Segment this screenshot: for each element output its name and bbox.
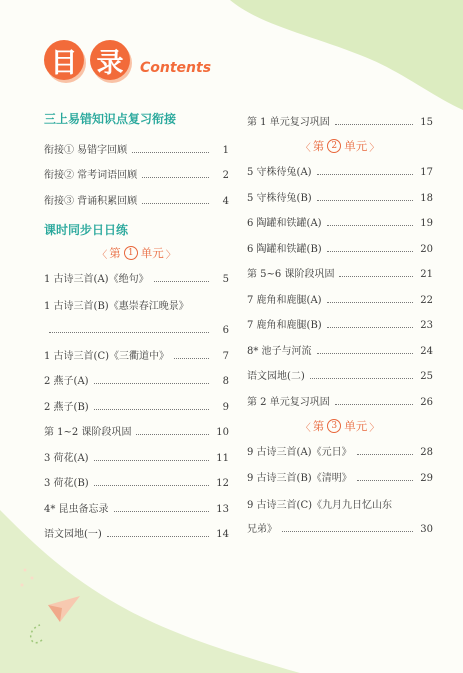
toc-entry-page: 20: [420, 243, 433, 255]
toc-entry-page: 13: [216, 503, 229, 515]
toc-entry[interactable]: [247, 286, 433, 312]
toc-entry-page: 19: [420, 218, 433, 229]
toc-entry[interactable]: [44, 444, 229, 470]
dot-leader: [142, 203, 209, 204]
toc-entry[interactable]: [44, 419, 229, 445]
dot-leader: [107, 536, 209, 537]
section-title-review: 三上易错知识点复习衔接: [44, 112, 177, 126]
toc-entry-page: 21: [420, 269, 433, 280]
dot-leader: [94, 460, 209, 461]
dot-leader: [335, 404, 413, 405]
toc-entry[interactable]: [44, 470, 229, 496]
dot-leader: [136, 434, 209, 435]
dot-leader: [132, 152, 209, 153]
toc-entry-page: 5: [222, 274, 229, 285]
toc-entry[interactable]: [247, 261, 433, 287]
toc-entry[interactable]: [247, 363, 433, 389]
toc-entry-page: 2: [222, 170, 229, 181]
toc-entry[interactable]: [247, 388, 433, 414]
toc-entry[interactable]: [247, 108, 433, 134]
dot-leader: [94, 409, 209, 410]
toc-entry-label: 第 1~2 课阶段巩固: [44, 427, 132, 438]
page-title: [44, 40, 211, 80]
toc-entry-page: 28: [420, 447, 433, 458]
toc-entry[interactable]: [44, 136, 229, 162]
toc-entry[interactable]: [247, 312, 433, 338]
toc-entry[interactable]: [44, 162, 229, 188]
toc-entry-label: 5 守株待兔(A): [247, 167, 312, 178]
toc-entry[interactable]: [44, 266, 229, 292]
toc-entry-label: 语文园地(二): [247, 371, 305, 382]
toc-entry[interactable]: [247, 337, 433, 363]
unit-heading-1: 〈 第 1 单元 〉: [97, 246, 176, 261]
toc-entry-page: 10: [216, 427, 229, 438]
toc-entry-page: 9: [222, 401, 229, 413]
toc-entry-label: 1 古诗三首(C)《三衢道中》: [44, 350, 169, 362]
toc-entry[interactable]: [44, 368, 229, 394]
toc-entry[interactable]: [247, 235, 433, 261]
dot-leader: [174, 358, 209, 359]
unit-heading-3: 〈 第 3 单元 〉: [300, 419, 380, 434]
toc-entry-label: 7 鹿角和鹿腿(B): [247, 320, 322, 331]
dot-leader: [327, 251, 413, 252]
toc-entry-page: 26: [420, 396, 433, 408]
toc-entry-label: 第 2 单元复习巩固: [247, 396, 330, 408]
dot-leader: [327, 327, 413, 328]
dot-leader: [317, 174, 413, 175]
toc-entry[interactable]: [44, 393, 229, 419]
title-english: Contents: [140, 60, 212, 76]
toc-entry-page: 18: [420, 192, 433, 204]
toc-entry-page: 11: [216, 452, 229, 464]
toc-entry-label: 6 陶罐和铁罐(B): [247, 243, 322, 255]
section-title-daily: 课时同步日日练: [44, 222, 129, 237]
dot-leader: [310, 378, 413, 379]
toc-entry[interactable]: [247, 210, 433, 236]
dot-leader: [339, 276, 413, 277]
toc-entry-label: 衔接① 易错字回顾: [44, 144, 128, 156]
title-char-1: 目: [44, 40, 84, 80]
toc-entry-page: 29: [420, 472, 433, 484]
toc-entry[interactable]: 9 古诗三首(C)《九月九日忆山东 兄弟》 30: [247, 499, 433, 535]
toc-entry-page: 12: [216, 478, 229, 489]
dot-leader: [154, 281, 209, 282]
toc-entry-label: 9 古诗三首(B)《清明》: [247, 472, 352, 484]
toc-entry[interactable]: [44, 342, 229, 368]
toc-entry-label: 1 古诗三首(A)《绝句》: [44, 274, 149, 285]
dot-leader: [142, 177, 209, 178]
toc-entry-label: 第 1 单元复习巩固: [247, 116, 330, 128]
toc-right-column: [247, 108, 433, 541]
toc-left-column: [44, 108, 229, 546]
toc-entry-label: 2 燕子(A): [44, 376, 89, 387]
toc-entry-label: 4* 昆虫备忘录: [44, 503, 109, 515]
dot-leader: [335, 124, 413, 125]
dot-leader: [317, 353, 413, 354]
dot-leader: [357, 454, 413, 455]
toc-entry-page: 23: [420, 320, 433, 331]
toc-entry-page: 15: [420, 116, 433, 128]
toc-entry-label: 衔接② 常考词语回顾: [44, 170, 138, 181]
toc-entry-label: 衔接③ 背诵积累回顾: [44, 195, 138, 207]
dot-leader: [357, 480, 413, 481]
unit-heading-2: 〈 第 2 单元 〉: [300, 139, 380, 154]
toc-entry-label: 3 荷花(A): [44, 452, 89, 464]
toc-entry-label: 3 荷花(B): [44, 478, 89, 489]
toc-entry-page: 25: [420, 371, 433, 382]
toc-entry[interactable]: [247, 159, 433, 185]
toc-entry-label: 第 5~6 课阶段巩固: [247, 269, 335, 280]
dot-leader: [327, 302, 413, 303]
toc-entry-label: 5 守株待兔(B): [247, 192, 312, 204]
toc-entry-page: 7: [222, 350, 229, 362]
toc-entry[interactable]: [44, 187, 229, 213]
dot-leader: [94, 383, 209, 384]
toc-entry-label: 9 古诗三首(A)《元日》: [247, 447, 352, 458]
toc-entry[interactable]: [44, 521, 229, 547]
toc-entry-label: 语文园地(一): [44, 529, 102, 540]
toc-entry-label: 7 鹿角和鹿腿(A): [247, 294, 322, 306]
toc-entry[interactable]: [44, 495, 229, 521]
toc-entry-page: 8: [222, 376, 229, 387]
dot-leader: [327, 225, 413, 226]
toc-entry-page: 1: [222, 144, 229, 156]
title-char-2: 录: [90, 40, 130, 80]
dot-leader: [94, 485, 209, 486]
toc-entry[interactable]: 1 古诗三首(B)《惠崇春江晚景》 6: [44, 301, 229, 336]
toc-entry-page: 4: [222, 195, 229, 207]
toc-entry-label: 8* 池子与河流: [247, 345, 312, 357]
dot-leader: [114, 511, 209, 512]
toc-entry[interactable]: [247, 184, 433, 210]
toc-entry-page: 17: [420, 167, 433, 178]
toc-entry[interactable]: [247, 464, 433, 490]
toc-entry-label: 2 燕子(B): [44, 401, 89, 413]
toc-entry-page: 22: [420, 294, 433, 306]
toc-entry-page: 24: [420, 345, 433, 357]
toc-entry-page: 14: [216, 529, 229, 540]
toc-entry-label: 6 陶罐和铁罐(A): [247, 218, 322, 229]
dot-leader: [317, 200, 413, 201]
toc-entry[interactable]: [247, 439, 433, 465]
